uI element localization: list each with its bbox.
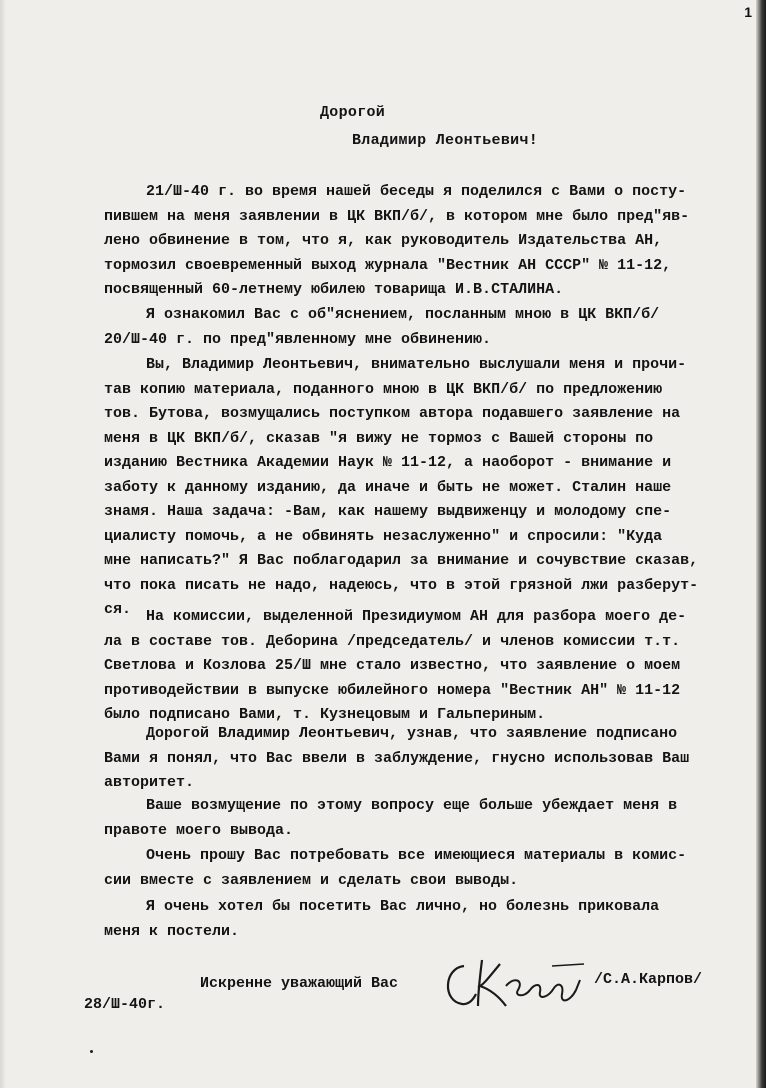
handwritten-signature-icon <box>434 946 594 1016</box>
paragraph-line: 20/Ш-40 г. по пред"явленному мне обвинению. <box>104 330 492 348</box>
paragraph-line: циалисту помочь, а не обвинять незаслуженно" и спросили: "Куда <box>104 527 663 545</box>
page-right-edge <box>756 0 766 1088</box>
paragraph-line: лено обвинение в том, что я, как руководитель Издательства АН, <box>104 232 663 249</box>
paragraph-line: На комиссии, выделенной Президиумом АН для разбора моего де- <box>146 608 687 625</box>
paragraph-8 <box>104 895 734 944</box>
paragraph-line: Я ознакомил Вас с об"яснением, посланным мною в ЦК ВКП/б/ <box>146 306 660 323</box>
paragraph-line: было подписано Вами, т. Кузнецовым и Гальпериным. <box>104 706 546 723</box>
paragraph-line: 21/Ш-40 г. во время нашей беседы я поделился с Вами о посту- <box>146 183 687 200</box>
paragraph-line: противодействии в выпуске юбилейного номера "Вестник АН" № 11-12 <box>104 681 681 699</box>
paragraph-line: Вами я понял, что Вас ввели в заблуждение, гнусно использовав Ваш <box>104 749 690 767</box>
page-number: 1 <box>744 4 752 20</box>
paragraph-line: правоте моего вывода. <box>104 821 294 839</box>
paragraph-line: изданию Вестника Академии Наук № 11-12, а наоборот - внимание и <box>104 454 672 471</box>
paper-speck <box>90 1050 93 1053</box>
paragraph-line: тав копию материала, поданного мною в ЦК ВКП/б/ по предложению <box>104 380 663 398</box>
paragraph-line: посвященный 60-летнему юбилею товарища И.В.СТАЛИНА. <box>104 281 564 298</box>
paragraph-4 <box>104 605 734 728</box>
paragraph-line: заботу к данному изданию, да иначе и быть не может. Сталин наше <box>104 478 672 496</box>
greeting-line-2: Владимир Леонтьевич! <box>352 132 539 149</box>
paragraph-line: ся. <box>104 601 132 618</box>
signatory-name: /С.А.Карпов/ <box>594 971 703 988</box>
paragraph-2 <box>104 303 734 352</box>
paragraph-1 <box>104 180 734 303</box>
paragraph-line: Вы, Владимир Леонтьевич, внимательно выслушали меня и прочи- <box>146 356 687 373</box>
greeting-line-1: Дорогой <box>320 104 386 121</box>
paragraph-line: пившем на меня заявлении в ЦК ВКП/б/, в котором мне было пред"яв- <box>104 207 690 225</box>
paragraph-line: Ваше возмущение по этому вопросу еще больше убеждает меня в <box>146 797 678 814</box>
paragraph-6 <box>104 794 734 843</box>
paragraph-line: сии вместе с заявлением и сделать свои выводы. <box>104 871 519 889</box>
paragraph-5 <box>104 722 734 796</box>
paragraph-line: Я очень хотел бы посетить Вас лично, но болезнь приковала <box>146 898 660 915</box>
paragraph-3 <box>104 353 734 623</box>
paragraph-line: меня к постели. <box>104 922 240 940</box>
paragraph-line: знамя. Наша задача: -Вам, как нашему выдвиженцу и молодому спе- <box>104 503 672 520</box>
paragraph-line: меня в ЦК ВКП/б/, сказав "я вижу не тормоз с Вашей стороны по <box>104 429 654 447</box>
letter-date: 28/Ш-40г. <box>84 996 166 1013</box>
paragraph-7 <box>104 844 734 893</box>
paragraph-line: что пока писать не надо, надеюсь, что в этой грязной лжи разберут- <box>104 576 699 594</box>
paragraph-line: тормозил своевременный выход журнала "Вестник АН СССР" № 11-12, <box>104 256 672 274</box>
closing-phrase: Искренне уважающий Вас <box>200 975 399 992</box>
paragraph-line: Очень прошу Вас потребовать все имеющиеся материалы в комис- <box>146 847 687 864</box>
paragraph-line: тов. Бутова, возмущались поступком автора подавшего заявление на <box>104 405 681 422</box>
paragraph-line: авторитет. <box>104 774 195 791</box>
page-left-edge <box>0 0 6 1088</box>
paragraph-line: Светлова и Козлова 25/Ш мне стало известно, что заявление о моем <box>104 657 681 674</box>
paragraph-line: мне написать?" Я Вас поблагодарил за внимание и сочувствие сказав, <box>104 552 699 569</box>
paragraph-line: Дорогой Владимир Леонтьевич, узнав, что заявление подписано <box>146 725 678 742</box>
paragraph-line: ла в составе тов. Деборина /председатель/ и членов комиссии т.т. <box>104 632 681 650</box>
